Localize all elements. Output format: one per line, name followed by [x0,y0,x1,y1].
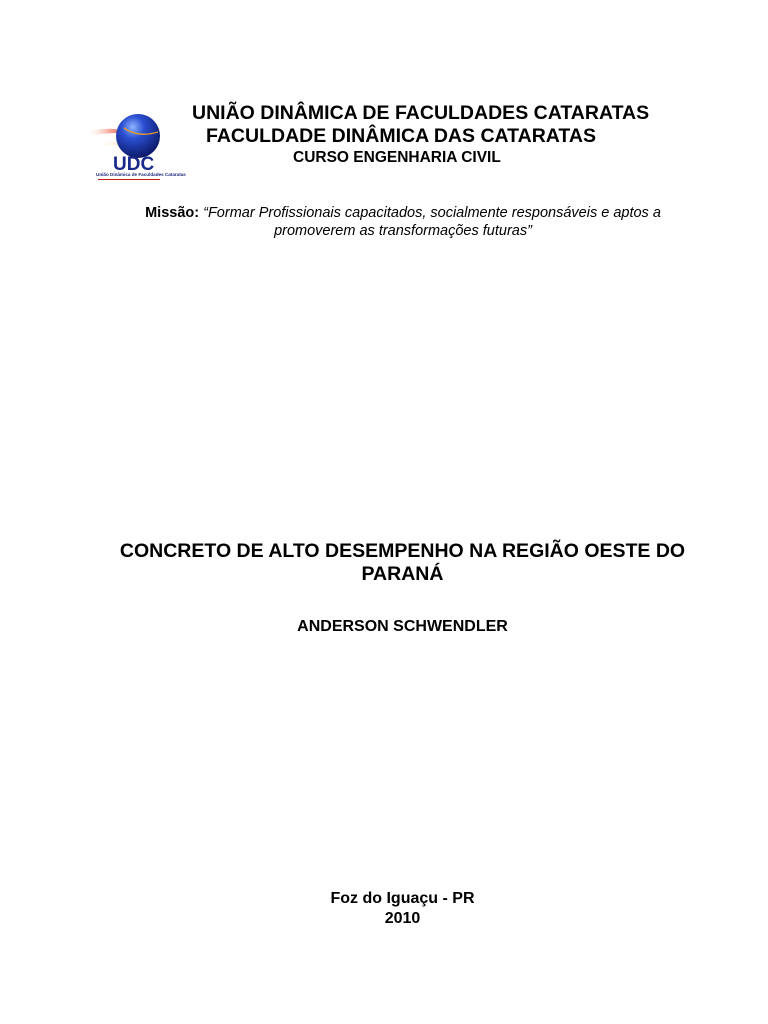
logo-underline [98,179,160,180]
document-title: CONCRETO DE ALTO DESEMPENHO NA REGIÃO OESTE DO PARANÁ [119,540,686,585]
logo-caption: União Dinâmica de Faculdades Cataratas [96,172,186,177]
place: Foz do Iguaçu - PR [330,890,475,907]
mission-statement [108,204,698,240]
mission-label: Missão: [145,205,200,221]
place-and-year [80,889,725,929]
year: 2010 [384,910,421,927]
udc-logo-text: UDC [113,154,155,175]
faculty-name: FACULDADE DINÂMICA DAS CATARATAS [206,125,596,147]
course-name: CURSO ENGENHARIA CIVIL [293,149,501,166]
author-name: ANDERSON SCHWENDLER [297,618,508,635]
mission-text: “Formar Profissionais capacitados, socialmente responsáveis e aptos a promoverem as transformações futuras” [203,205,661,239]
institution-name: UNIÃO DINÂMICA DE FACULDADES CATARATAS [192,102,650,124]
udc-logo [84,108,184,184]
